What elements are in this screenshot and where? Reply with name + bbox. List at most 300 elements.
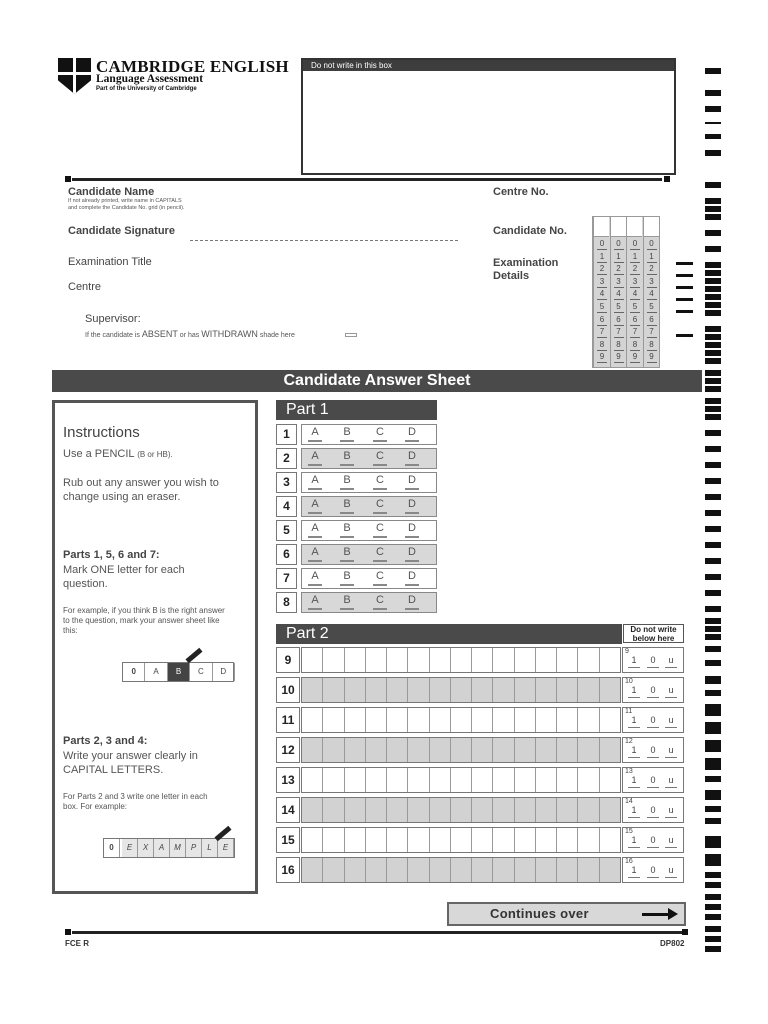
part1-option-d[interactable] bbox=[405, 426, 419, 438]
letter-box[interactable] bbox=[366, 828, 387, 852]
candidate-digit-option[interactable]: 1 bbox=[629, 252, 641, 263]
mark-box-question-number: 13 bbox=[625, 768, 633, 775]
part2-letter-boxes bbox=[301, 797, 621, 823]
digit-mark-line bbox=[630, 262, 640, 263]
letter-box[interactable] bbox=[366, 798, 387, 822]
option-letter: D bbox=[408, 546, 416, 558]
mark-line bbox=[647, 877, 659, 878]
timing-mark bbox=[705, 634, 721, 640]
letter-box[interactable] bbox=[578, 768, 599, 792]
part1-option-a[interactable] bbox=[308, 594, 322, 606]
part1-option-a[interactable] bbox=[308, 450, 322, 462]
candidate-digit-option[interactable]: 3 bbox=[596, 277, 608, 288]
option-mark-line bbox=[340, 512, 354, 514]
candidate-digit-option[interactable]: 7 bbox=[613, 327, 625, 338]
letter-box[interactable] bbox=[323, 768, 344, 792]
mark-box-question-number: 11 bbox=[625, 708, 633, 715]
candidate-digit-option[interactable]: 4 bbox=[596, 289, 608, 300]
part1-option-a[interactable] bbox=[308, 546, 322, 558]
candidate-digit-option[interactable]: 0 bbox=[629, 239, 641, 250]
letter-box[interactable] bbox=[408, 858, 429, 882]
letter-box[interactable] bbox=[600, 648, 620, 672]
letter-box[interactable] bbox=[578, 798, 599, 822]
mark-value: 1 bbox=[631, 745, 637, 755]
letter-box[interactable] bbox=[408, 828, 429, 852]
candidate-digit-option[interactable]: 9 bbox=[629, 352, 641, 363]
timing-mark bbox=[705, 660, 721, 666]
letter-box[interactable] bbox=[323, 678, 344, 702]
option-letter: C bbox=[376, 594, 384, 606]
examiner-mark-box bbox=[622, 647, 684, 673]
part1-option-d[interactable] bbox=[405, 594, 419, 606]
letter-box[interactable] bbox=[302, 858, 323, 882]
digit-mark-line bbox=[630, 325, 640, 326]
letter-box[interactable] bbox=[345, 828, 366, 852]
candidate-digit-option[interactable]: 9 bbox=[613, 352, 625, 363]
timing-mark bbox=[705, 790, 721, 800]
letter-box[interactable] bbox=[493, 708, 514, 732]
letter-box[interactable] bbox=[493, 738, 514, 762]
timing-mark bbox=[705, 854, 721, 866]
letter-box[interactable] bbox=[536, 828, 557, 852]
letter-box[interactable] bbox=[472, 768, 493, 792]
digit-mark-line bbox=[647, 249, 657, 250]
timing-mark bbox=[705, 430, 721, 436]
mark-box-question-number: 9 bbox=[625, 648, 629, 655]
candidate-signature-label: Candidate Signature bbox=[68, 225, 175, 237]
letter-box[interactable] bbox=[557, 798, 578, 822]
option-letter: B bbox=[343, 594, 351, 606]
letter-box[interactable] bbox=[345, 678, 366, 702]
letter-box[interactable] bbox=[515, 828, 536, 852]
letter-box[interactable] bbox=[515, 768, 536, 792]
part1-option-c[interactable] bbox=[373, 474, 387, 486]
option-mark-line bbox=[405, 488, 419, 490]
part1-option-b[interactable] bbox=[340, 546, 354, 558]
option-mark-line bbox=[373, 560, 387, 562]
candidate-digit-option[interactable]: 8 bbox=[613, 340, 625, 351]
part1-option-c[interactable] bbox=[373, 450, 387, 462]
digit-mark-line bbox=[597, 362, 607, 363]
letter-box[interactable] bbox=[430, 648, 451, 672]
part1-option-b[interactable] bbox=[340, 426, 354, 438]
candidate-digit-option[interactable]: 2 bbox=[613, 264, 625, 275]
letter-box[interactable] bbox=[366, 858, 387, 882]
centre-label: Centre bbox=[68, 281, 102, 293]
part1-option-c[interactable] bbox=[373, 546, 387, 558]
timing-mark bbox=[705, 758, 721, 770]
letter-box[interactable] bbox=[451, 828, 472, 852]
letter-box[interactable] bbox=[345, 798, 366, 822]
part1-question-number: 5 bbox=[276, 520, 297, 541]
part1-option-d[interactable] bbox=[405, 522, 419, 534]
timing-mark bbox=[705, 246, 721, 252]
option-letter: A bbox=[311, 546, 319, 558]
letter-box[interactable] bbox=[515, 708, 536, 732]
timing-mark bbox=[705, 206, 721, 212]
candidate-name-label: Candidate Name bbox=[68, 186, 155, 198]
timing-mark bbox=[705, 836, 721, 848]
letter-box[interactable] bbox=[387, 678, 408, 702]
do-not-write-below-label: Do not write below here bbox=[623, 624, 684, 643]
part1-option-d[interactable] bbox=[405, 450, 419, 462]
letter-box[interactable] bbox=[430, 678, 451, 702]
candidate-digit-option[interactable]: 5 bbox=[629, 302, 641, 313]
letter-box[interactable] bbox=[323, 828, 344, 852]
candidate-digit-option[interactable]: 0 bbox=[596, 239, 608, 250]
letter-box[interactable] bbox=[578, 738, 599, 762]
part2-question-number: 9 bbox=[276, 647, 300, 673]
mark-line bbox=[628, 727, 640, 728]
timing-mark bbox=[705, 134, 721, 139]
part1-option-d[interactable] bbox=[405, 498, 419, 510]
candidate-digit-option[interactable]: 5 bbox=[596, 302, 608, 313]
candidate-digit-option[interactable]: 0 bbox=[646, 239, 658, 250]
letter-box[interactable] bbox=[472, 798, 493, 822]
timing-mark bbox=[705, 626, 721, 632]
part1-option-d[interactable] bbox=[405, 474, 419, 486]
candidate-number-entry-box[interactable] bbox=[644, 217, 659, 237]
candidate-digit-option[interactable]: 1 bbox=[596, 252, 608, 263]
letter-box[interactable] bbox=[493, 768, 514, 792]
do-not-write-box bbox=[301, 58, 676, 175]
option-mark-line bbox=[405, 584, 419, 586]
letter-box[interactable] bbox=[430, 828, 451, 852]
letter-box[interactable] bbox=[493, 858, 514, 882]
mark-line bbox=[665, 727, 677, 728]
candidate-digit-option[interactable]: 9 bbox=[596, 352, 608, 363]
letter-box[interactable] bbox=[600, 708, 620, 732]
option-letter: A bbox=[311, 426, 319, 438]
letter-box[interactable] bbox=[345, 768, 366, 792]
letter-box[interactable] bbox=[472, 708, 493, 732]
letter-box[interactable] bbox=[430, 708, 451, 732]
letter-box[interactable] bbox=[536, 648, 557, 672]
part2-letter-boxes bbox=[301, 707, 621, 733]
part1-option-d[interactable] bbox=[405, 546, 419, 558]
letter-box[interactable] bbox=[451, 648, 472, 672]
candidate-digit-option[interactable]: 5 bbox=[646, 302, 658, 313]
option-mark-line bbox=[308, 512, 322, 514]
digit-mark-line bbox=[597, 287, 607, 288]
candidate-number-entry-box[interactable] bbox=[627, 217, 642, 237]
letter-box[interactable] bbox=[578, 648, 599, 672]
letter-box[interactable] bbox=[323, 708, 344, 732]
candidate-digit-option[interactable]: 8 bbox=[646, 340, 658, 351]
letter-box[interactable] bbox=[536, 678, 557, 702]
letter-box[interactable] bbox=[472, 738, 493, 762]
timing-mark bbox=[705, 462, 721, 468]
letter-box[interactable] bbox=[302, 708, 323, 732]
candidate-digit-option[interactable]: 6 bbox=[646, 315, 658, 326]
part1-option-a[interactable] bbox=[308, 570, 322, 582]
letter-box[interactable] bbox=[451, 768, 472, 792]
option-letter: D bbox=[408, 426, 416, 438]
letter-box[interactable] bbox=[387, 858, 408, 882]
candidate-digit-option[interactable]: 7 bbox=[629, 327, 641, 338]
letter-box[interactable] bbox=[408, 798, 429, 822]
part1-option-b[interactable] bbox=[340, 594, 354, 606]
letter-box[interactable] bbox=[345, 738, 366, 762]
letter-box[interactable] bbox=[345, 858, 366, 882]
letter-box[interactable] bbox=[600, 858, 620, 882]
letter-box[interactable] bbox=[493, 798, 514, 822]
letter-box[interactable] bbox=[578, 828, 599, 852]
signature-line[interactable] bbox=[190, 240, 458, 241]
timing-mark bbox=[705, 478, 721, 484]
timing-mark bbox=[705, 350, 721, 356]
candidate-digit-option[interactable]: 1 bbox=[613, 252, 625, 263]
letter-box[interactable] bbox=[493, 648, 514, 672]
candidate-digit-option[interactable]: 6 bbox=[613, 315, 625, 326]
option-mark-line bbox=[373, 488, 387, 490]
letter-box[interactable] bbox=[366, 768, 387, 792]
candidate-number-column bbox=[593, 217, 609, 367]
mark-box-question-number: 16 bbox=[625, 858, 633, 865]
right-arrow-head-icon bbox=[668, 908, 678, 920]
example-word-letter: X bbox=[138, 839, 154, 857]
letter-box[interactable] bbox=[345, 708, 366, 732]
letter-box[interactable] bbox=[515, 648, 536, 672]
letter-box[interactable] bbox=[408, 678, 429, 702]
option-letter: B bbox=[343, 474, 351, 486]
option-mark-line bbox=[340, 560, 354, 562]
letter-box[interactable] bbox=[302, 648, 323, 672]
supervisor-label: Supervisor: bbox=[85, 313, 141, 325]
letter-box[interactable] bbox=[600, 828, 620, 852]
candidate-digit-option[interactable]: 7 bbox=[646, 327, 658, 338]
letter-box[interactable] bbox=[515, 858, 536, 882]
timing-mark bbox=[705, 646, 721, 652]
option-letter: B bbox=[343, 450, 351, 462]
timing-mark bbox=[705, 278, 721, 284]
part1-option-a[interactable] bbox=[308, 522, 322, 534]
letter-box[interactable] bbox=[536, 858, 557, 882]
candidate-digit-option[interactable]: 0 bbox=[613, 239, 625, 250]
option-letter: A bbox=[311, 594, 319, 606]
letter-box[interactable] bbox=[366, 678, 387, 702]
part1-option-a[interactable] bbox=[308, 498, 322, 510]
part1-option-c[interactable] bbox=[373, 426, 387, 438]
candidate-digit-option[interactable]: 6 bbox=[629, 315, 641, 326]
letter-box[interactable] bbox=[408, 768, 429, 792]
part1-option-b[interactable] bbox=[340, 450, 354, 462]
part1-option-c[interactable] bbox=[373, 570, 387, 582]
letter-box[interactable] bbox=[302, 828, 323, 852]
letter-box[interactable] bbox=[600, 678, 620, 702]
option-letter: A bbox=[311, 522, 319, 534]
letter-box[interactable] bbox=[302, 738, 323, 762]
letter-box[interactable] bbox=[366, 708, 387, 732]
letter-box[interactable] bbox=[408, 708, 429, 732]
part1-option-b[interactable] bbox=[340, 474, 354, 486]
letter-box[interactable] bbox=[536, 708, 557, 732]
timing-mark bbox=[705, 414, 721, 420]
letter-box[interactable] bbox=[451, 858, 472, 882]
candidate-digit-option[interactable]: 2 bbox=[596, 264, 608, 275]
part1-option-a[interactable] bbox=[308, 474, 322, 486]
letter-box[interactable] bbox=[366, 648, 387, 672]
option-mark-line bbox=[405, 608, 419, 610]
candidate-digit-option[interactable]: 3 bbox=[629, 277, 641, 288]
candidate-digit-option[interactable]: 1 bbox=[646, 252, 658, 263]
letter-box[interactable] bbox=[430, 798, 451, 822]
letter-box[interactable] bbox=[557, 678, 578, 702]
part2-question-number: 16 bbox=[276, 857, 300, 883]
letter-box[interactable] bbox=[451, 678, 472, 702]
example-option: C bbox=[190, 663, 212, 681]
candidate-digit-option[interactable]: 6 bbox=[596, 315, 608, 326]
part1-option-c[interactable] bbox=[373, 498, 387, 510]
absent-prefix: If the candidate is bbox=[85, 332, 140, 339]
candidate-digit-option[interactable]: 7 bbox=[596, 327, 608, 338]
candidate-digit-option[interactable]: 4 bbox=[613, 289, 625, 300]
letter-box[interactable] bbox=[408, 648, 429, 672]
parts-a-example: For example, if you think B is the right answer to the question, mark your answer sheet like this: bbox=[63, 606, 225, 635]
parts-b-heading: Parts 2, 3 and 4: bbox=[63, 735, 148, 747]
part1-option-c[interactable] bbox=[373, 522, 387, 534]
instructions-panel bbox=[52, 400, 258, 894]
letter-box[interactable] bbox=[536, 768, 557, 792]
option-mark-line bbox=[340, 536, 354, 538]
candidate-number-entry-box[interactable] bbox=[594, 217, 609, 237]
letter-box[interactable] bbox=[430, 768, 451, 792]
letter-box[interactable] bbox=[302, 768, 323, 792]
letter-box[interactable] bbox=[387, 828, 408, 852]
letter-box[interactable] bbox=[472, 858, 493, 882]
letter-box[interactable] bbox=[557, 738, 578, 762]
letter-box[interactable] bbox=[515, 738, 536, 762]
candidate-no-label: Candidate No. bbox=[493, 225, 567, 237]
letter-box[interactable] bbox=[451, 738, 472, 762]
letter-box[interactable] bbox=[323, 858, 344, 882]
candidate-digit-option[interactable]: 8 bbox=[596, 340, 608, 351]
letter-box[interactable] bbox=[323, 798, 344, 822]
letter-box[interactable] bbox=[557, 768, 578, 792]
letter-box[interactable] bbox=[493, 828, 514, 852]
part2-question-number: 12 bbox=[276, 737, 300, 763]
candidate-digit-option[interactable]: 4 bbox=[629, 289, 641, 300]
option-mark-line bbox=[308, 608, 322, 610]
candidate-name-hint: If not already printed, write name in CAPITALS and complete the Candidate No. grid (in pencil). bbox=[68, 198, 185, 211]
part1-option-c[interactable] bbox=[373, 594, 387, 606]
mark-value: 1 bbox=[631, 685, 637, 695]
letter-box[interactable] bbox=[515, 678, 536, 702]
absent-shade-box[interactable] bbox=[345, 333, 357, 337]
letter-box[interactable] bbox=[493, 678, 514, 702]
letter-box[interactable] bbox=[387, 738, 408, 762]
letter-box[interactable] bbox=[302, 798, 323, 822]
letter-box[interactable] bbox=[600, 738, 620, 762]
timing-mark bbox=[705, 446, 721, 452]
letter-box[interactable] bbox=[472, 678, 493, 702]
option-mark-line bbox=[373, 536, 387, 538]
mark-line bbox=[665, 697, 677, 698]
digit-mark-line bbox=[614, 262, 624, 263]
candidate-digit-option[interactable]: 2 bbox=[629, 264, 641, 275]
timing-mark bbox=[705, 776, 721, 782]
candidate-number-entry-box[interactable] bbox=[611, 217, 626, 237]
absent-suffix: shade here bbox=[259, 332, 295, 339]
letter-box[interactable] bbox=[387, 708, 408, 732]
letter-box[interactable] bbox=[557, 858, 578, 882]
digit-mark-line bbox=[614, 362, 624, 363]
examiner-mark-box bbox=[622, 827, 684, 853]
mark-value: u bbox=[668, 805, 674, 815]
part1-option-b[interactable] bbox=[340, 522, 354, 534]
candidate-digit-option[interactable]: 3 bbox=[646, 277, 658, 288]
letter-box[interactable] bbox=[472, 828, 493, 852]
mark-line bbox=[647, 847, 659, 848]
corner-mark bbox=[65, 176, 71, 182]
letter-box[interactable] bbox=[515, 798, 536, 822]
letter-box[interactable] bbox=[536, 798, 557, 822]
timing-mark bbox=[705, 914, 721, 920]
letter-box[interactable] bbox=[387, 648, 408, 672]
digit-mark-line bbox=[630, 274, 640, 275]
digit-mark-line bbox=[647, 362, 657, 363]
letter-box[interactable] bbox=[345, 648, 366, 672]
letter-box[interactable] bbox=[578, 858, 599, 882]
letter-box[interactable] bbox=[578, 708, 599, 732]
letter-box[interactable] bbox=[472, 648, 493, 672]
part2-letter-boxes bbox=[301, 647, 621, 673]
letter-box[interactable] bbox=[430, 738, 451, 762]
letter-box[interactable] bbox=[323, 648, 344, 672]
letter-box[interactable] bbox=[387, 798, 408, 822]
candidate-digit-option[interactable]: 8 bbox=[629, 340, 641, 351]
examiner-mark-box bbox=[622, 707, 684, 733]
letter-box[interactable] bbox=[366, 738, 387, 762]
part1-option-b[interactable] bbox=[340, 498, 354, 510]
timing-mark bbox=[705, 510, 721, 516]
letter-box[interactable] bbox=[600, 798, 620, 822]
part1-option-d[interactable] bbox=[405, 570, 419, 582]
mark-line bbox=[665, 757, 677, 758]
timing-mark bbox=[705, 618, 721, 624]
candidate-digit-option[interactable]: 9 bbox=[646, 352, 658, 363]
part1-question-number: 3 bbox=[276, 472, 297, 493]
letter-box[interactable] bbox=[323, 738, 344, 762]
candidate-digit-option[interactable]: 3 bbox=[613, 277, 625, 288]
candidate-digit-option[interactable]: 2 bbox=[646, 264, 658, 275]
letter-box[interactable] bbox=[536, 738, 557, 762]
mark-line bbox=[665, 787, 677, 788]
letter-box[interactable] bbox=[451, 798, 472, 822]
candidate-digit-option[interactable]: 4 bbox=[646, 289, 658, 300]
digit-mark-line bbox=[597, 325, 607, 326]
candidate-digit-option[interactable]: 5 bbox=[613, 302, 625, 313]
letter-box[interactable] bbox=[600, 768, 620, 792]
form-code-left: FCE R bbox=[65, 939, 89, 948]
letter-box[interactable] bbox=[302, 678, 323, 702]
part1-option-a[interactable] bbox=[308, 426, 322, 438]
letter-box[interactable] bbox=[557, 648, 578, 672]
letter-box[interactable] bbox=[430, 858, 451, 882]
part1-option-b[interactable] bbox=[340, 570, 354, 582]
candidate-number-grid bbox=[592, 216, 660, 368]
part2-question-number: 10 bbox=[276, 677, 300, 703]
letter-box[interactable] bbox=[451, 708, 472, 732]
mark-value: 0 bbox=[650, 685, 656, 695]
letter-box[interactable] bbox=[557, 708, 578, 732]
letter-box[interactable] bbox=[557, 828, 578, 852]
letter-box[interactable] bbox=[408, 738, 429, 762]
letter-box[interactable] bbox=[387, 768, 408, 792]
part2-letter-boxes bbox=[301, 737, 621, 763]
instructions-title: Instructions bbox=[63, 424, 140, 441]
letter-box[interactable] bbox=[578, 678, 599, 702]
